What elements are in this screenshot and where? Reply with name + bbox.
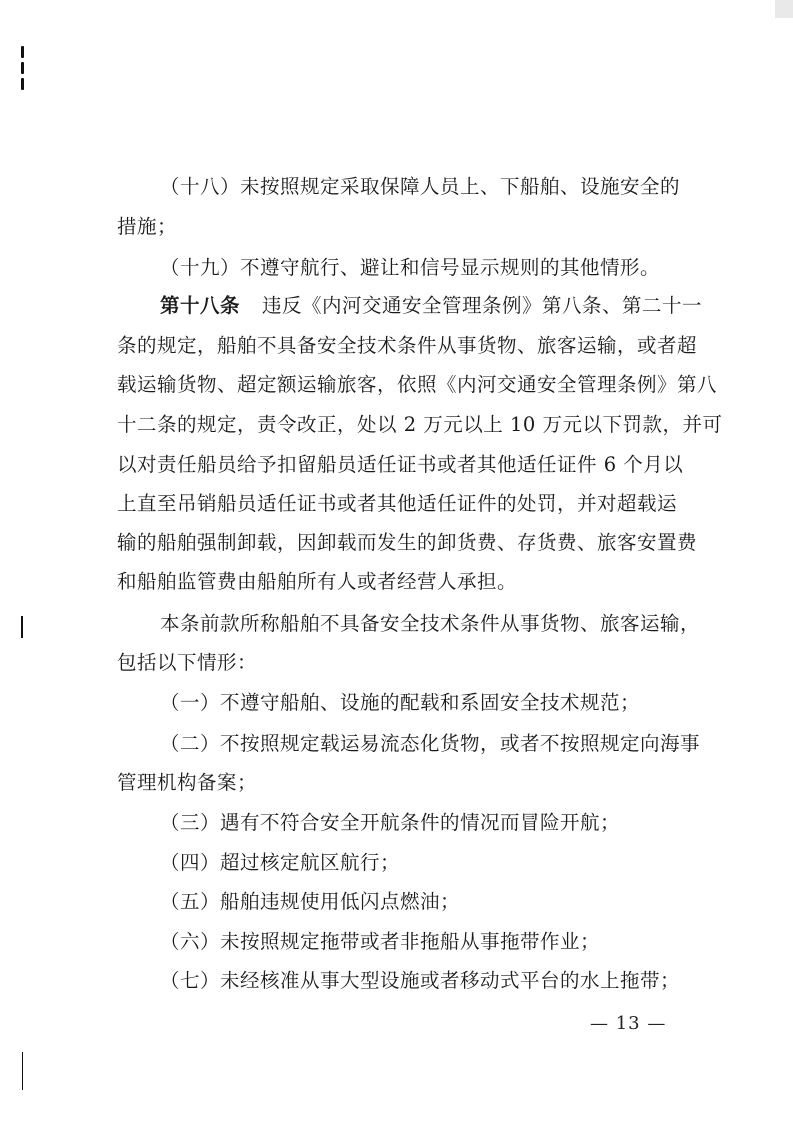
article-18-line-3: 载运输货物、超定额运输旅客，依照《内河交通安全管理条例》第八: [117, 373, 718, 396]
case-6-line-1: （六）未按照规定拖带或者非拖船从事拖带作业；: [160, 930, 601, 953]
scan-mark-mid: [21, 616, 23, 638]
item-19-line-1: （十九）不遵守航行、避让和信号显示规则的其他情形。: [160, 256, 661, 279]
case-2-line-2: 管理机构备案；: [117, 771, 258, 794]
item-18-line-2: 措施；: [117, 215, 178, 238]
article-18-para-2-line-1: 本条前款所称船舶不具备安全技术条件从事货物、旅客运输，: [160, 612, 701, 635]
case-1-line-1: （一）不遵守船舶、设施的配载和系固安全技术规范；: [160, 691, 641, 714]
scan-mark-top-2: [21, 62, 24, 74]
case-2-line-1: （二）不按照规定载运易流态化货物，或者不按照规定向海事: [160, 732, 701, 755]
page-number: — 13 —: [590, 1013, 667, 1034]
article-18-heading: 第十八条: [160, 294, 241, 317]
case-4-line-1: （四）超过核定航区航行；: [160, 851, 401, 874]
article-18-line-7: 输的船舶强制卸载，因卸载而发生的卸货费、存货费、旅客安置费: [117, 531, 698, 554]
article-18-line-5: 以对责任船员给予扣留船员适任证书或者其他适任证件 6 个月以: [117, 453, 684, 476]
article-18-line-8: 和船舶监管费由船舶所有人或者经营人承担。: [117, 570, 518, 593]
article-18-line-2: 条的规定，船舶不具备安全技术条件从事货物、旅客运输，或者超: [117, 334, 698, 357]
article-18-para-2-line-2: 包括以下情形：: [117, 651, 258, 674]
case-7-line-1: （七）未经核准从事大型设施或者移动式平台的水上拖带；: [160, 969, 681, 992]
case-5-line-1: （五）船舶违规使用低闪点燃油；: [160, 890, 461, 913]
item-18-line-1: （十八）未按照规定采取保障人员上、下船舶、设施安全的: [160, 175, 681, 198]
scan-mark-top: [21, 46, 24, 58]
scan-mark-top-3: [21, 78, 24, 90]
scan-mark-corner: [775, 0, 793, 18]
article-18-line-4: 十二条的规定，责令改正，处以 2 万元以上 10 万元以下罚款，并可: [117, 413, 723, 436]
case-3-line-1: （三）遇有不符合安全开航条件的情况而冒险开航；: [160, 811, 621, 834]
scan-mark-bottom: [22, 1052, 23, 1090]
article-18-line-6: 上直至吊销船员适任证书或者其他适任证件的处罚，并对超载运: [117, 492, 678, 515]
article-18-line-1: 违反《内河交通安全管理条例》第八条、第二十一: [262, 294, 703, 317]
